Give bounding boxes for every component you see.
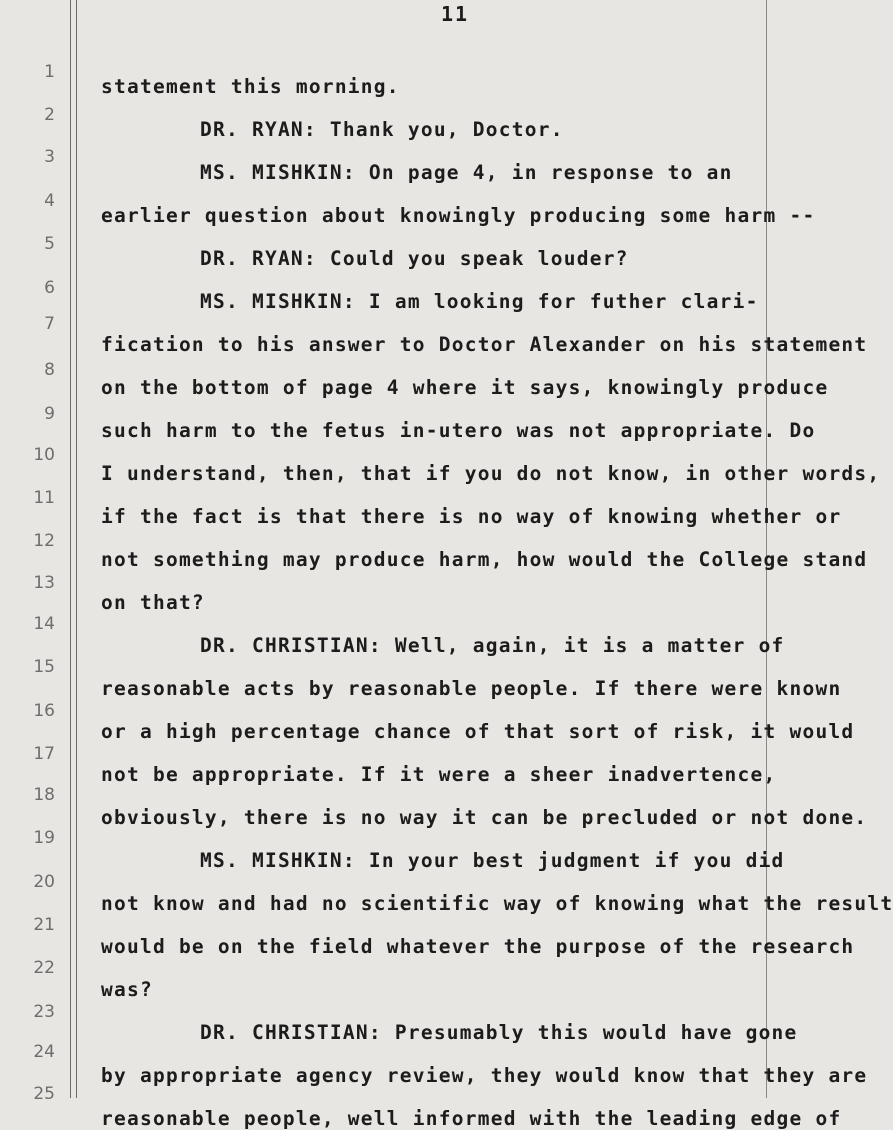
line-number: 17 — [33, 744, 55, 764]
transcript-line: MS. MISHKIN: On page 4, in response to an — [200, 161, 733, 184]
line-number: 13 — [33, 573, 55, 593]
line-number: 5 — [44, 234, 55, 254]
transcript-line: not know and had no scientific way of knowing what the result — [101, 892, 893, 915]
transcript-line: or a high percentage chance of that sort of risk, it would — [101, 720, 855, 743]
line-number: 21 — [33, 915, 55, 935]
line-number: 2 — [44, 105, 55, 125]
transcript-line: statement this morning. — [101, 75, 400, 98]
transcript-line: DR. RYAN: Thank you, Doctor. — [200, 118, 564, 141]
transcript-line: if the fact is that there is no way of knowing whether or — [101, 505, 842, 528]
transcript-line: MS. MISHKIN: I am looking for futher clari- — [200, 290, 759, 313]
line-number: 18 — [33, 785, 55, 805]
line-number: 16 — [33, 701, 55, 721]
transcript-line: was? — [101, 978, 153, 1001]
transcript-line: MS. MISHKIN: In your best judgment if you did — [200, 849, 785, 872]
line-number: 11 — [33, 488, 55, 508]
transcript-line: reasonable acts by reasonable people. If there were known — [101, 677, 842, 700]
line-number: 9 — [44, 404, 55, 424]
line-number: 1 — [44, 62, 55, 82]
transcript-line: by appropriate agency review, they would know that they are — [101, 1064, 868, 1087]
line-number: 8 — [44, 360, 55, 380]
line-number: 14 — [33, 614, 55, 634]
line-number: 15 — [33, 657, 55, 677]
line-number: 3 — [44, 147, 55, 167]
transcript-line: on the bottom of page 4 where it says, knowingly produce — [101, 376, 829, 399]
transcript-line: fication to his answer to Doctor Alexander on his statement — [101, 333, 868, 356]
line-number: 10 — [33, 445, 55, 465]
transcript-line: not something may produce harm, how would the College stand — [101, 548, 868, 571]
line-number: 24 — [33, 1042, 55, 1062]
line-number: 12 — [33, 531, 55, 551]
line-number: 7 — [44, 314, 55, 334]
transcript-line: on that? — [101, 591, 205, 614]
page-number: 11 — [441, 2, 470, 26]
transcript-line: not be appropriate. If it were a sheer inadvertence, — [101, 763, 777, 786]
line-number: 19 — [33, 828, 55, 848]
transcript-line: earlier question about knowingly producing some harm -- — [101, 204, 816, 227]
transcript-line: DR. RYAN: Could you speak louder? — [200, 247, 629, 270]
transcript-line: DR. CHRISTIAN: Well, again, it is a matter of — [200, 634, 785, 657]
line-number: 22 — [33, 958, 55, 978]
transcript-line: such harm to the fetus in-utero was not appropriate. Do — [101, 419, 816, 442]
transcript-line: would be on the field whatever the purpose of the research — [101, 935, 855, 958]
transcript-line: reasonable people, well informed with the leading edge of — [101, 1107, 842, 1130]
line-number: 25 — [33, 1084, 55, 1104]
line-number: 4 — [44, 191, 55, 211]
transcript-line: DR. CHRISTIAN: Presumably this would have gone — [200, 1021, 798, 1044]
transcript-line: obviously, there is no way it can be precluded or not done. — [101, 806, 868, 829]
line-number: 20 — [33, 872, 55, 892]
line-number: 6 — [44, 278, 55, 298]
left-margin-rule-inner — [76, 0, 77, 1098]
left-margin-rule — [70, 0, 71, 1098]
transcript-line: I understand, then, that if you do not know, in other words, — [101, 462, 881, 485]
line-number: 23 — [33, 1002, 55, 1022]
